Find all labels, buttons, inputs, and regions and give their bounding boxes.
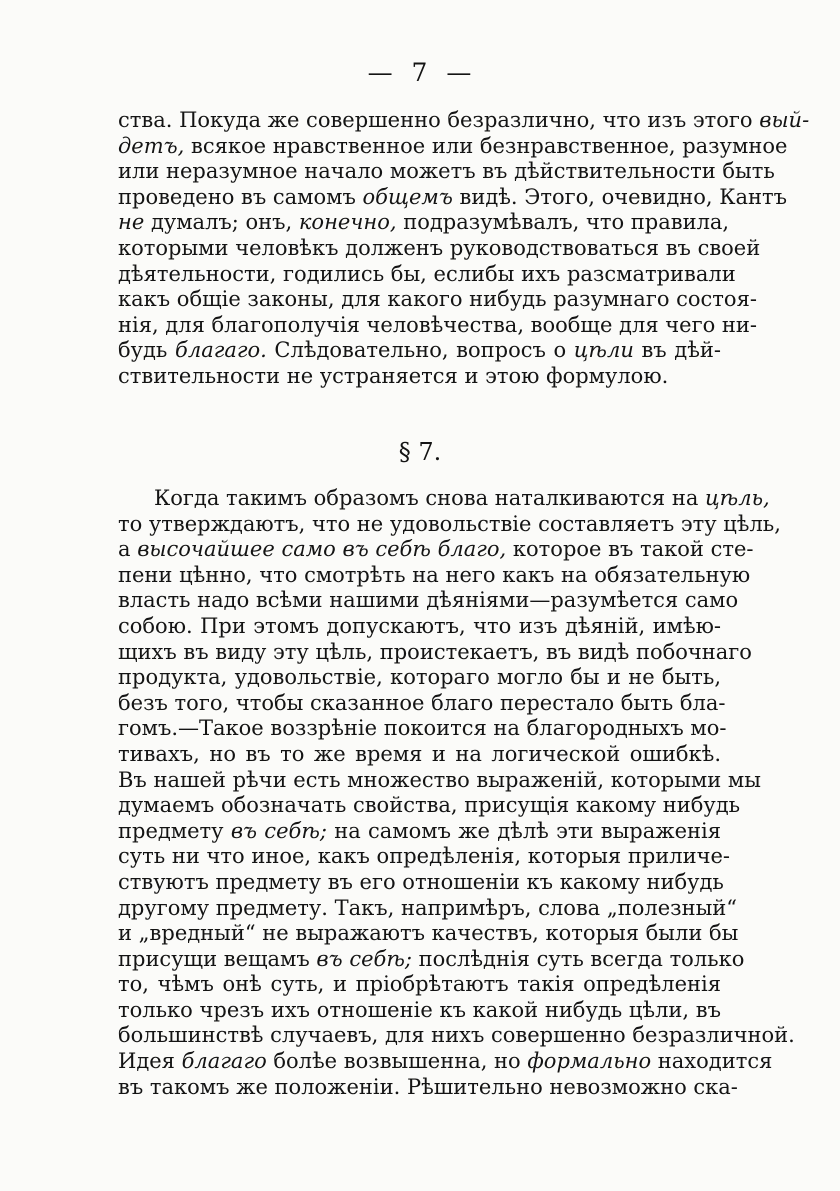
text-run: собою. При этомъ допускаютъ, что изъ дѣяній, имѣю-: [118, 613, 721, 638]
italic-text: благаго: [181, 1049, 267, 1074]
text-line: [118, 972, 721, 998]
text-line: [118, 895, 738, 922]
text-line: [118, 364, 721, 390]
text-line: [118, 108, 810, 134]
text-run: ствительности не устраняется и этою формулою.: [118, 363, 669, 388]
italic-text: детъ,: [118, 133, 185, 158]
text-line: [118, 639, 752, 666]
text-line: [118, 338, 721, 364]
text-run: тивахъ, но въ то же время и на логической ошибкѣ.: [118, 741, 721, 766]
italic-text: цѣль,: [705, 486, 770, 510]
text-run: Въ нашей рѣчи есть множество выраженій, которыми мы: [118, 767, 761, 792]
text-run: послѣднія суть всегда только: [411, 946, 745, 971]
text-line: [118, 287, 757, 313]
text-run: пени цѣнно, что смотрѣть на него какъ на обязательную: [118, 562, 751, 587]
text-run: продукта, удовольствіе, котораго могло бы и не быть,: [118, 665, 721, 690]
text-run: въ такомъ же положеніи. Рѣшительно невозможно ска-: [118, 1074, 738, 1099]
italic-text: благаго.: [175, 338, 267, 363]
text-line: [118, 767, 761, 794]
text-run: ства. Покуда же совершенно безразлично, что изъ этого: [118, 108, 760, 132]
text-run: Идея: [118, 1049, 182, 1074]
text-run: болѣе возвышенна, но: [266, 1049, 528, 1074]
text-line: [118, 614, 721, 640]
text-run: которыми человѣкъ долженъ руководствоваться въ своей: [118, 235, 761, 260]
text-line: [118, 133, 788, 160]
text-run: то, чѣмъ онѣ суть, и пріобрѣтаютъ такія опредѣленія: [118, 972, 721, 997]
italic-text: вый-: [759, 108, 810, 132]
italic-text: общемъ: [362, 184, 453, 209]
italic-text: въ себѣ;: [316, 946, 412, 971]
text-run: которое въ такой сте-: [506, 537, 754, 562]
text-line: [118, 184, 788, 211]
text-run: подразумѣвалъ, что правила,: [396, 210, 730, 235]
italic-text: въ себѣ;: [230, 818, 327, 843]
text-line: [118, 716, 727, 742]
text-run: видѣ. Этого, очевидно, Кантъ: [452, 184, 788, 209]
text-line: [118, 159, 775, 185]
section-heading: § 7.: [398, 438, 442, 466]
italic-text: цѣли: [573, 338, 634, 363]
text-line: [118, 1049, 773, 1075]
text-run: на самомъ же дѣлѣ эти выраженія: [326, 818, 721, 843]
italic-text: не: [118, 210, 145, 235]
italic-text: формально: [527, 1049, 652, 1074]
text-run: присущи вещамъ: [118, 946, 317, 971]
paragraph-continuation: [118, 108, 810, 390]
paragraph-section-7: [118, 486, 795, 1100]
text-run: Когда такимъ образомъ снова наталкиваются на: [154, 486, 706, 510]
text-line: [118, 690, 726, 717]
text-line: [118, 588, 739, 614]
text-line: [118, 210, 730, 236]
text-run: гомъ.—Такое воззрѣніе покоится на благородныхъ мо-: [118, 716, 727, 741]
text-line: [118, 537, 754, 563]
text-line: [118, 312, 757, 339]
text-run: какъ общіе законы, для какого нибудь разумнаго состоя-: [118, 287, 757, 312]
text-run: думалъ; онъ,: [144, 210, 299, 235]
italic-text: конечно,: [298, 210, 397, 235]
text-line: [118, 1023, 795, 1049]
text-run: Слѣдовательно, вопросъ о: [266, 338, 574, 363]
text-run: дѣятельности, годились бы, еслибы ихъ разсматривали: [118, 261, 736, 286]
text-line: [118, 235, 761, 262]
text-line: [118, 793, 741, 819]
text-line: [118, 869, 724, 896]
text-run: предмету: [118, 818, 231, 843]
page-number: — 7 —: [367, 58, 473, 87]
text-line: [118, 486, 770, 512]
text-line: [118, 742, 721, 768]
text-run: думаемъ обозначать свойства, присущія какому нибудь: [118, 793, 741, 818]
text-line: [118, 921, 739, 947]
text-line: [118, 844, 731, 870]
text-run: проведено въ самомъ: [118, 184, 363, 209]
text-line: [118, 665, 721, 691]
text-run: большинствѣ случаевъ, для нихъ совершенно безразличной.: [118, 1023, 795, 1048]
text-run: нія, для благополучія человѣчества, вообще для чего ни-: [118, 312, 757, 337]
text-run: безъ того, чтобы сказанное благо перестало быть бла-: [118, 690, 726, 715]
text-run: а: [118, 537, 138, 562]
text-run: то утверждаютъ, что не удовольствіе составляетъ эту цѣль,: [118, 511, 781, 536]
text-run: и „вредный“ не выражаютъ качествъ, которыя были бы: [118, 921, 739, 946]
text-run: въ дѣй-: [633, 338, 721, 363]
text-run: суть ни что иное, какъ опредѣленія, которыя приличе-: [118, 844, 731, 869]
text-line: [118, 511, 781, 538]
text-line: [118, 261, 736, 288]
text-line: [118, 562, 751, 589]
text-run: щихъ въ виду эту цѣль, проистекаетъ, въ видѣ побочнаго: [118, 639, 752, 664]
text-run: находится: [651, 1049, 773, 1074]
text-run: всякое нравственное или безнравственное, разумное: [184, 133, 788, 158]
text-run: или неразумное начало можетъ въ дѣйствительности быть: [118, 159, 775, 184]
text-run: только чрезъ ихъ отношеніе къ какой нибудь цѣли, въ: [118, 997, 721, 1022]
text-line: [118, 819, 721, 845]
text-run: власть надо всѣми нашими дѣяніями—разумѣется само: [118, 588, 739, 613]
text-run: ствуютъ предмету въ его отношеніи къ какому нибудь: [118, 869, 724, 894]
text-line: [118, 1074, 738, 1101]
text-line: [118, 998, 721, 1024]
italic-text: высочайшее само въ себѣ благо,: [137, 537, 507, 562]
text-run: будь: [118, 338, 175, 363]
text-run: другому предмету. Такъ, напримѣръ, слова „полезный“: [118, 895, 738, 920]
text-line: [118, 946, 745, 973]
